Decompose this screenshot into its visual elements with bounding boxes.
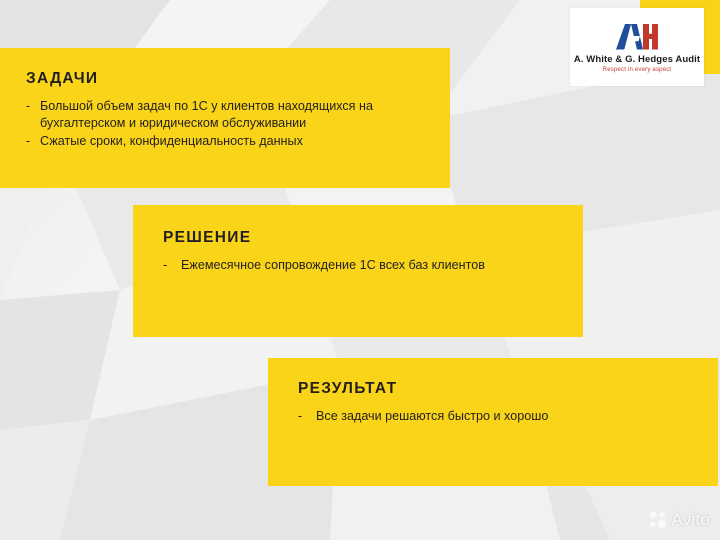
panel-result-bullets <box>294 408 700 425</box>
avito-logo-icon <box>647 509 668 530</box>
awgh-monogram-icon <box>614 21 660 51</box>
list-item <box>26 133 432 150</box>
panel-solution-bullets <box>159 257 565 274</box>
panel-tasks-heading: ЗАДАЧИ <box>26 70 99 87</box>
panel-result <box>268 358 718 486</box>
panel-solution-heading: РЕШЕНИЕ <box>163 229 252 246</box>
logo-title: A. White & G. Hedges Audit <box>573 54 701 65</box>
logo-tagline: Respect in every aspect <box>602 67 672 73</box>
company-logo <box>570 8 704 86</box>
panel-tasks-bullets <box>26 98 432 150</box>
bullet-marker: - <box>163 258 168 272</box>
watermark-text: Avito <box>671 509 710 529</box>
watermark <box>647 509 711 530</box>
list-item <box>26 98 432 131</box>
list-item <box>294 408 700 425</box>
list-item <box>159 257 565 274</box>
bullet-marker: - <box>26 99 31 113</box>
panel-result-heading: РЕЗУЛЬТАТ <box>298 380 398 397</box>
bullet-marker: - <box>26 134 31 149</box>
bullet-text: Большой объем задач по 1С у клиентов находящихся на бухгалтерском и юридическом обслуживании <box>40 99 373 130</box>
bullet-marker: - <box>298 409 303 423</box>
panel-solution <box>133 205 583 337</box>
bullet-text: Все задачи решаются быстро и хорошо <box>316 409 549 423</box>
bullet-text: Сжатые сроки, конфиденциальность данных <box>40 134 303 149</box>
panel-tasks <box>0 48 450 188</box>
bullet-text: Ежемесячное сопровождение 1С всех баз клиентов <box>181 258 485 272</box>
